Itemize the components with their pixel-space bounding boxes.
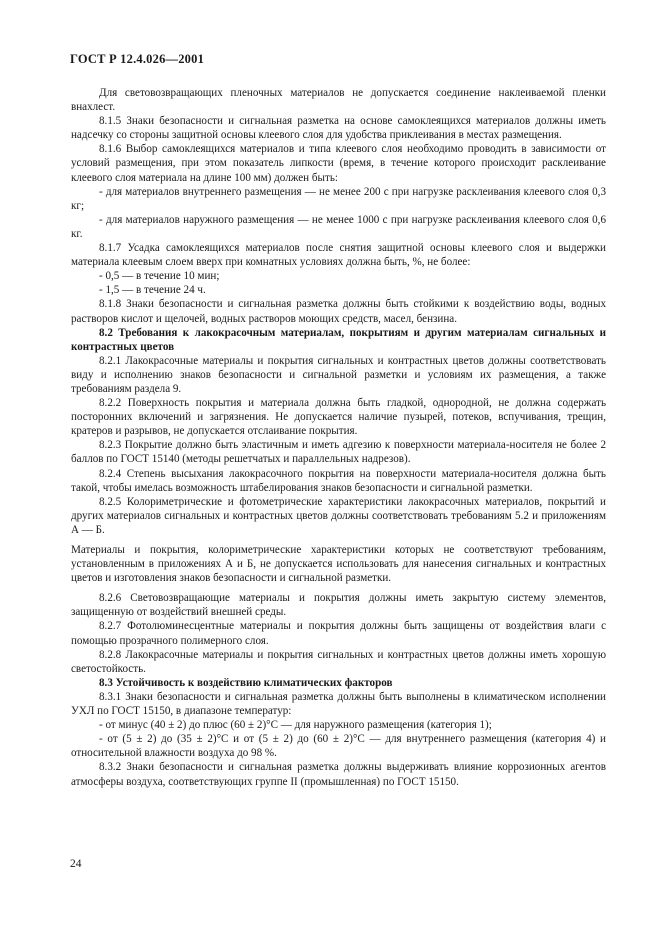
paragraph-8-2-3: 8.2.3 Покрытие должно быть эластичным и иметь адгезию к поверхности материала-носителя не более 2 баллов по ГОСТ 15140 (методы решетчатых и параллельных надрезов). <box>71 439 606 466</box>
list-item: - 1,5 — в течение 24 ч. <box>99 284 206 297</box>
page-number: 24 <box>70 858 82 870</box>
section-heading-8-3: 8.3 Устойчивость к воздействию климатических факторов <box>99 676 393 689</box>
paragraph-8-1-8: 8.1.8 Знаки безопасности и сигнальная разметка должны быть стойкими к воздействию воды, водных растворов кислот и щелочей, водных растворов моющих средств, масел, бензина. <box>71 298 606 325</box>
paragraph-8-3-2: 8.3.2 Знаки безопасности и сигнальная разметка должны выдерживать влияние коррозионных агентов атмосферы воздуха, соответствующих группе II (промышленная) по ГОСТ 15150. <box>71 761 606 788</box>
paragraph-8-2-7: 8.2.7 Фотолюминесцентные материалы и покрытия должны быть защищены от воздействия влаги с помощью прозрачного полимерного слоя. <box>71 620 606 647</box>
paragraph-8-3-1: 8.3.1 Знаки безопасности и сигнальная разметка должны быть выполнены в климатическом исполнении УХЛ по ГОСТ 15150, в диапазоне температур: <box>71 690 606 718</box>
list-item: - для материалов наружного размещения — не менее 1000 с при нагрузке расклеивания клеевого слоя 0,6 кг. <box>71 213 606 240</box>
paragraph-8-1-7: 8.1.7 Усадка самоклеящихся материалов после снятия защитной основы клеевого слоя и выдержки материала клеевым слоем вверх при комнатных условиях должна быть, %, не более: <box>71 242 606 269</box>
list-item: - от минус (40 ± 2) до плюс (60 ± 2)°С — для наружного размещения (категория 1); <box>99 719 492 732</box>
paragraph-8-1-5: 8.1.5 Знаки безопасности и сигнальная разметка на основе самоклеящихся материалов должны иметь надсечку со стороны защитной основы клеевого слоя для удобства приклеивания в местах размещения. <box>71 115 606 142</box>
paragraph-8-2-1: 8.2.1 Лакокрасочные материалы и покрытия сигнальных и контрастных цветов должны соответствовать виду и исполнению знаков безопасности и сигнальной разметки и условиям их размещения, а также требованиям раздела 9. <box>71 354 606 395</box>
paragraph-8-2-2: 8.2.2 Поверхность покрытия и материала должна быть гладкой, однородной, не должна содержать посторонних включений и загрязнения. Не допускается наличие пузырей, потеков, вспучивания, трещин, кратеров и разрывов, не допускается отслаивание покрытия. <box>71 397 606 438</box>
document-body <box>71 86 606 789</box>
paragraph: Для световозвращающих пленочных материалов не допускается соединение наклеиваемой пленки внахлест. <box>71 87 606 114</box>
paragraph-8-2-8: 8.2.8 Лакокрасочные материалы и покрытия сигнальных и контрастных цветов должны иметь хорошую светостойкость. <box>71 648 606 675</box>
section-heading-8-2: 8.2 Требования к лакокрасочным материалам, покрытиям и другим материалам сигнальных и контрастных цветов <box>71 326 606 353</box>
list-item: - 0,5 — в течение 10 мин; <box>99 270 220 283</box>
paragraph: Материалы и покрытия, колориметрические характеристики которых не соответствуют требованиям, установленным в приложениях А и Б, не допускается использовать для нанесения сигнальных и контрастных цветов и изготовления знаков безопасности и сигнальной разметки. <box>71 544 606 585</box>
paragraph-8-2-5: 8.2.5 Колориметрические и фотометрические характеристики лакокрасочных материалов, покрытий и других материалов сигнальных и контрастных цветов должны соответствовать требованиям 5.2 и приложениям А — Б. <box>71 495 606 536</box>
paragraph-8-2-6: 8.2.6 Световозвращающие материалы и покрытия должны иметь закрытую систему элементов, защищенную от воздействий внешней среды. <box>71 592 606 619</box>
paragraph-8-1-6: 8.1.6 Выбор самоклеящихся материалов и типа клеевого слоя необходимо проводить в зависимости от условий размещения, при этом показатель липкости (время, в течение которого происходит расклеивание клеевого слоя материала на длине 100 мм) должен быть: <box>71 143 606 184</box>
document-header: ГОСТ Р 12.4.026—2001 <box>70 52 205 66</box>
paragraph-8-2-4: 8.2.4 Степень высыхания лакокрасочного покрытия на поверхности материала-носителя должна быть такой, чтобы имелась возможность штабелирования знаков безопасности и сигнальной разметки. <box>71 467 606 494</box>
list-item: - для материалов внутреннего размещения — не менее 200 с при нагрузке расклеивания клеевого слоя 0,3 кг; <box>71 185 606 212</box>
list-item: - от (5 ± 2) до (35 ± 2)°С и от (5 ± 2) до (60 ± 2)°С — для внутреннего размещения (категория 4) и относительной влажности воздуха до 98 %. <box>71 733 606 760</box>
